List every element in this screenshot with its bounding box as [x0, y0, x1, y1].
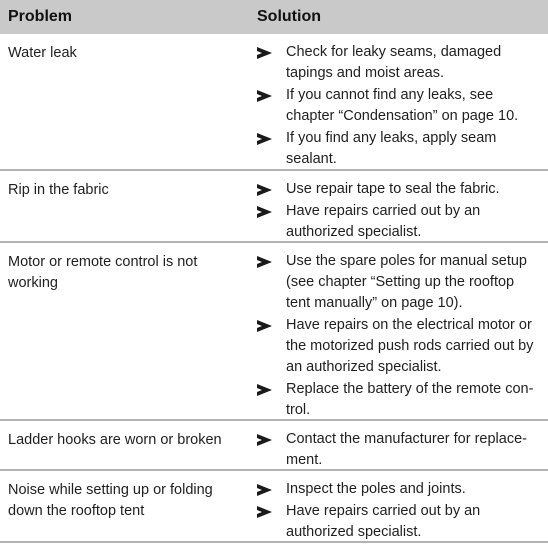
arrow-right-icon: [257, 434, 272, 446]
solution-text: Contact the manufacturer for replace-ment.: [286, 431, 527, 468]
table-row: [0, 471, 548, 543]
solution-text: Check for leaky seams, damaged tapings and moist areas.: [286, 44, 502, 81]
problem-cell: Noise while setting up or folding down the rooftop tent: [8, 482, 213, 519]
arrow-right-icon: [257, 206, 272, 218]
solution-item: [257, 251, 541, 314]
solution-item: [257, 315, 541, 378]
arrow-right-icon: [257, 133, 272, 145]
table-row: [0, 171, 548, 243]
solution-text: Replace the battery of the remote con-trol.: [286, 381, 534, 418]
solution-text: Have repairs on the electrical motor or the motorized push rods carried out by an authorized specialist.: [286, 317, 534, 375]
solution-text: Have repairs carried out by an authorized specialist.: [286, 503, 481, 540]
solution-item: [257, 42, 541, 84]
arrow-right-icon: [257, 47, 272, 59]
solution-list: [257, 42, 541, 171]
table-header: [0, 0, 548, 34]
solution-text: Inspect the poles and joints.: [286, 481, 466, 497]
problem-cell: Ladder hooks are worn or broken: [8, 432, 222, 448]
solution-text: If you find any leaks, apply seam sealant.: [286, 130, 497, 167]
solution-text: Use the spare poles for manual setup (see chapter “Setting up the rooftop tent manually” on page 10).: [286, 253, 527, 311]
problem-cell: Water leak: [8, 45, 77, 61]
solution-list: [257, 479, 541, 544]
arrow-right-icon: [257, 384, 272, 396]
arrow-right-icon: [257, 90, 272, 102]
solution-item: [257, 479, 541, 500]
solution-item: [257, 128, 541, 170]
table-row: [0, 34, 548, 171]
solution-list: [257, 179, 541, 244]
header-solution: Solution: [257, 8, 321, 25]
arrow-right-icon: [257, 320, 272, 332]
problem-cell: Motor or remote control is not working: [8, 254, 198, 291]
arrow-right-icon: [257, 184, 272, 196]
solution-text: Have repairs carried out by an authorized specialist.: [286, 203, 481, 240]
arrow-right-icon: [257, 506, 272, 518]
solution-item: [257, 379, 541, 421]
solution-item: [257, 179, 541, 200]
solution-text: If you cannot find any leaks, see chapter “Condensation” on page 10.: [286, 87, 519, 124]
problem-cell: Rip in the fabric: [8, 182, 109, 198]
solution-item: [257, 85, 541, 127]
solution-item: [257, 201, 541, 243]
table-row: [0, 243, 548, 421]
solution-item: [257, 501, 541, 543]
arrow-right-icon: [257, 484, 272, 496]
solution-list: [257, 429, 541, 472]
table-row: [0, 421, 548, 471]
solution-list: [257, 251, 541, 422]
solution-text: Use repair tape to seal the fabric.: [286, 181, 500, 197]
header-problem: Problem: [8, 8, 73, 25]
arrow-right-icon: [257, 256, 272, 268]
solution-item: [257, 429, 541, 471]
